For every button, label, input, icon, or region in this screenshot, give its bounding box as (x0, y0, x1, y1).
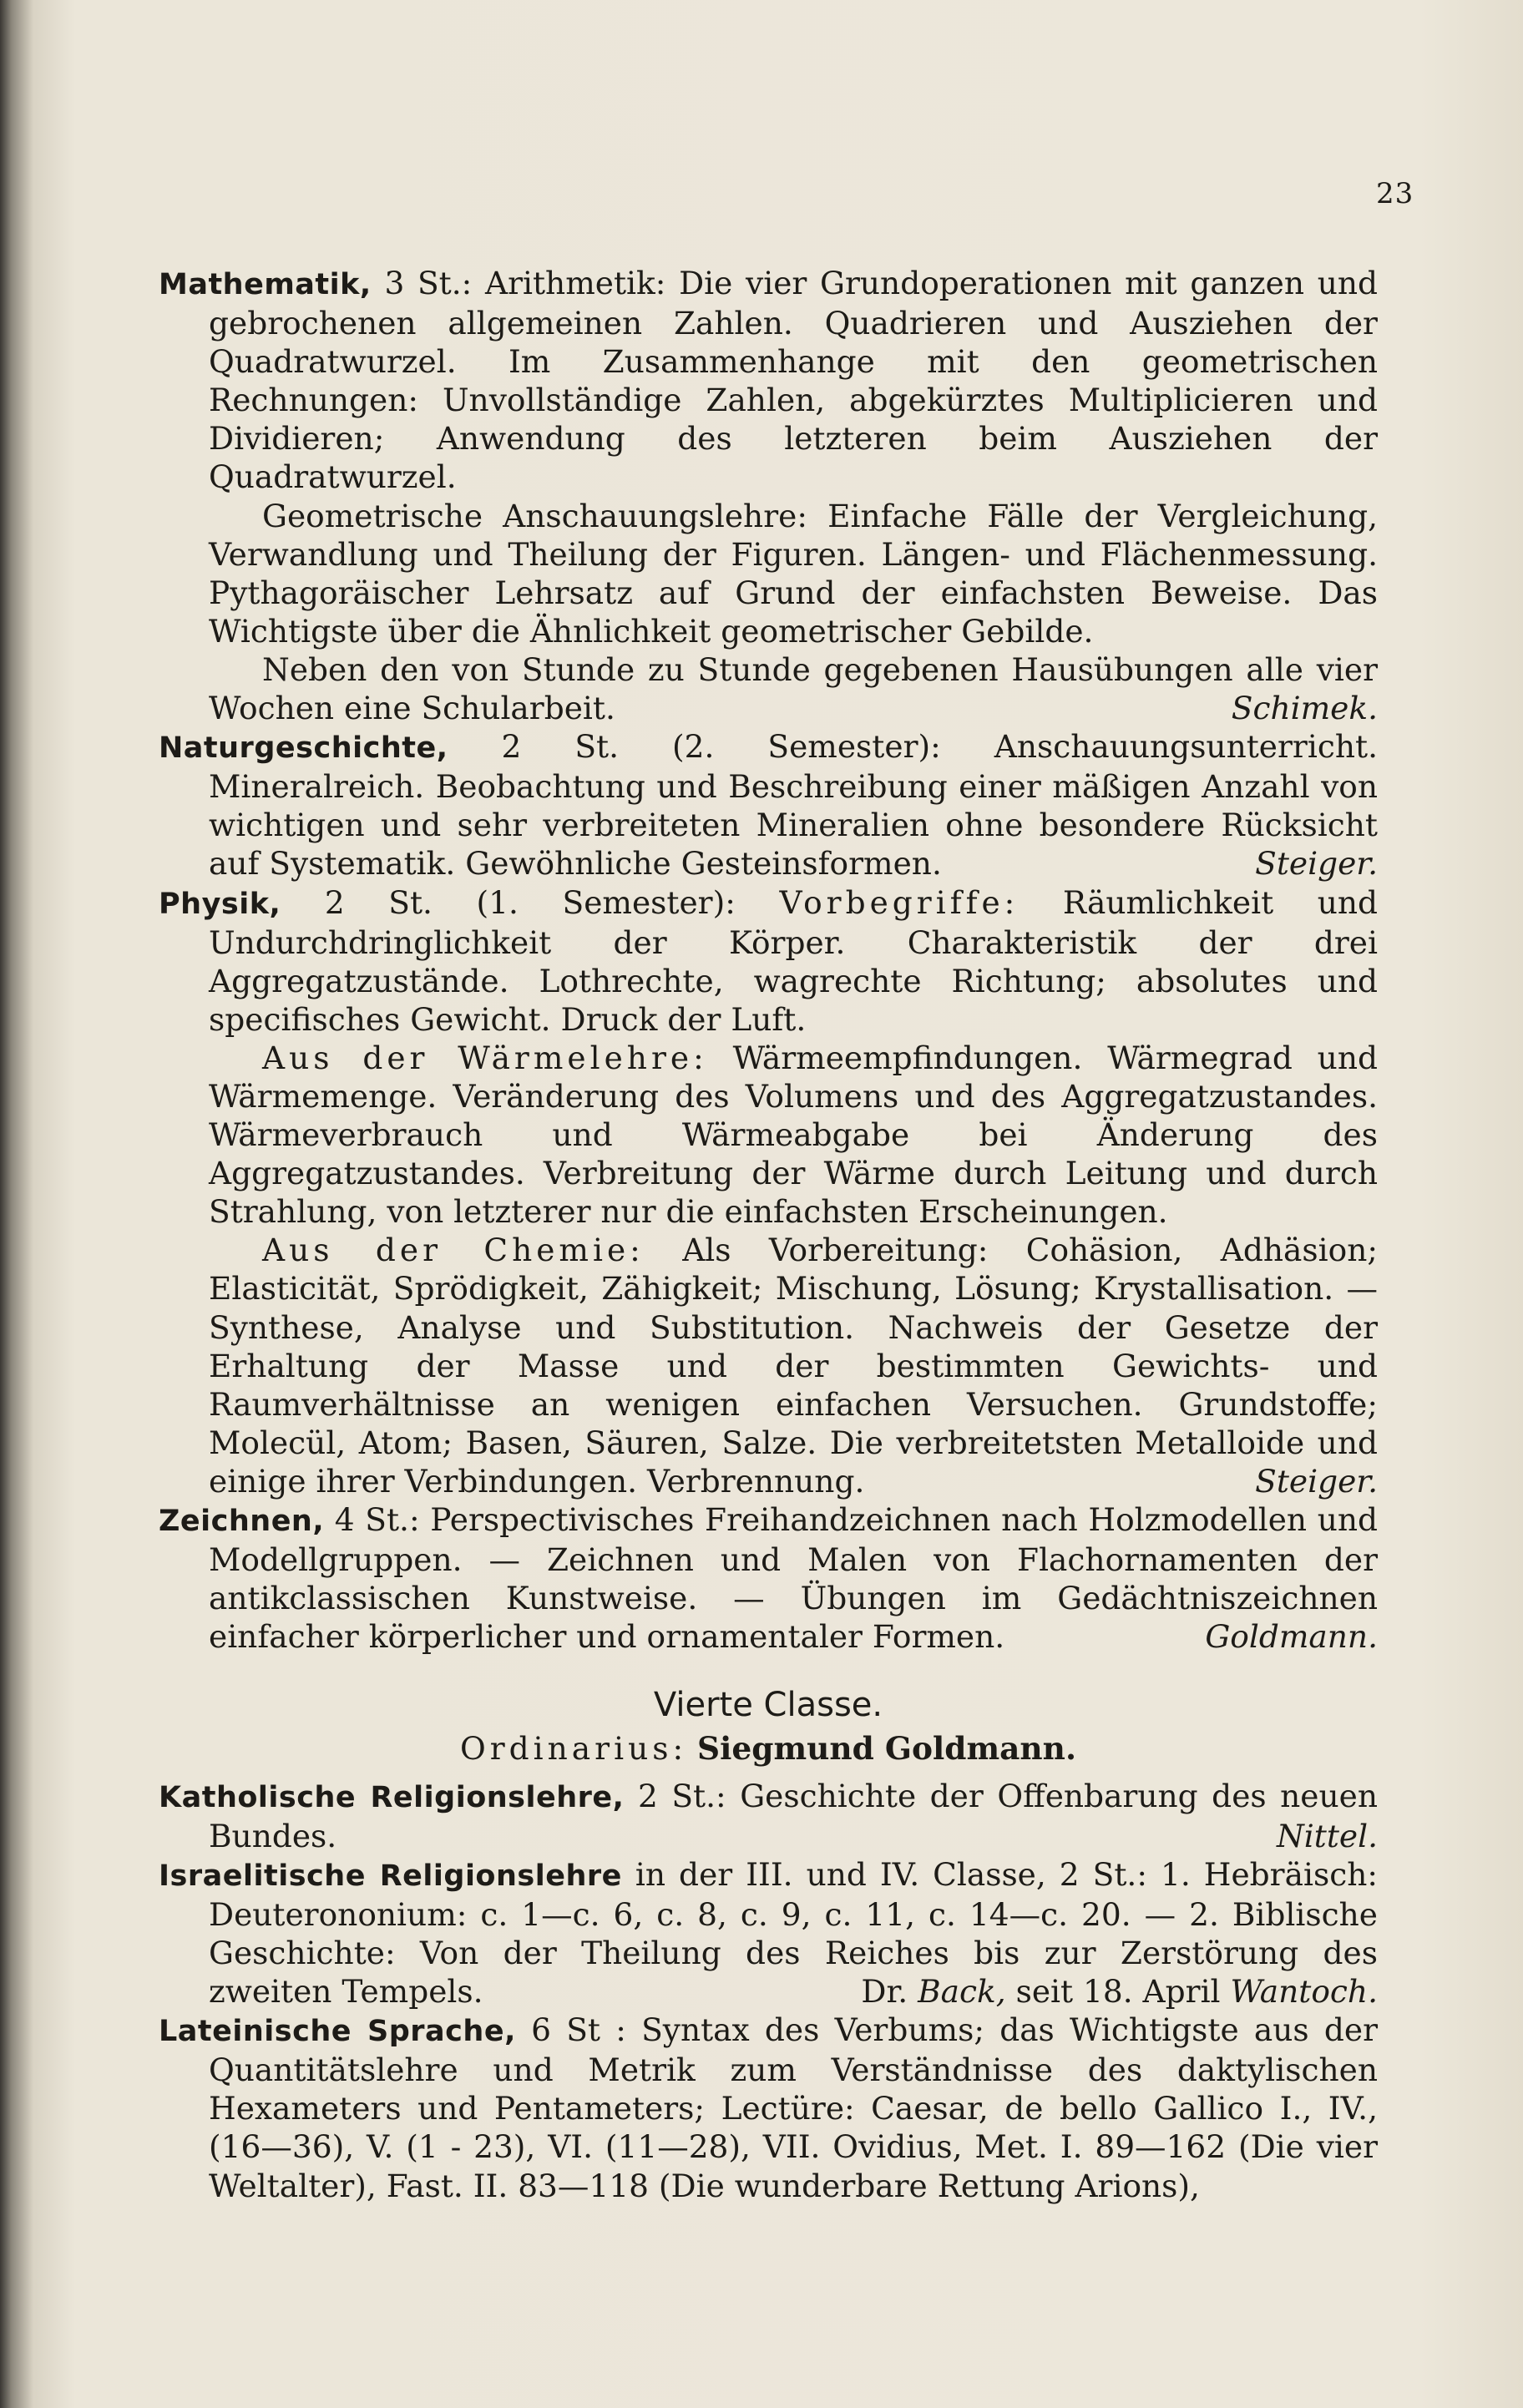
subject-title: Naturgeschichte, (159, 731, 448, 766)
entry-text: Räumlichkeit und Undurchdringlichkeit der Körper. Charakteristik der drei Aggregatzustände. Lothrechte, wagrechte Richtung; absolutes und specifisches Gewicht. Druck der Luft. (209, 883, 1379, 1038)
entry-text: 3 St.: Arithmetik: Die vier Grundoperationen mit ganzen und gebrochenen allgemeinen Zahlen. Quadrieren und Ausziehen der Quadratwurzel. Im Zusammenhange mit den geometrischen Rechnungen: Unvollständige Zahlen, abgekürztes Multiplicieren und Dividieren; Anwendung des letzteren beim Ausziehen der Quadratwurzel. (209, 265, 1379, 496)
teacher-note: seit 18. April (1015, 1973, 1221, 2011)
teacher-name: Steiger. (1255, 845, 1378, 883)
paragraph (159, 1231, 1378, 1500)
spaced-label: Vorbegriffe: (779, 883, 1020, 921)
spaced-label: Aus der Chemie: (262, 1232, 645, 1269)
paragraph (159, 1039, 1378, 1231)
subject-title: Zeichnen, (159, 1505, 325, 1538)
subject-title: Israelitische Religionslehre (159, 1859, 622, 1893)
ordinarius-label: Ordinarius: (459, 1730, 688, 1768)
entry-mathematik (159, 264, 1378, 497)
teacher-name: Goldmann. (1205, 1618, 1378, 1656)
entry-naturgeschichte (159, 727, 1378, 883)
entry-text: Neben den von Stunde zu Stunde gegebenen Hausübungen alle vier Wochen eine Schularbeit. (209, 650, 1378, 727)
spaced-label: Aus der Wärmelehre: (262, 1039, 708, 1076)
teacher-prefix: Dr. (861, 1973, 908, 2011)
ordinarius-line (159, 1729, 1378, 1768)
paragraph: Geometrische Anschauungslehre: Einfache Fälle der Vergleichung, Verwandlung und Theilung der Figuren. Längen- und Flächenmessung. Pythagoräischer Lehrsatz auf Grund der einfachsten Beweise. Das Wichtigste über die Ähnlichkeit geometrischer Gebilde. (209, 497, 1378, 650)
subject-title: Physik, (159, 887, 281, 921)
teacher-surname: Back, (918, 1973, 1006, 2011)
entry-text: 2 St. (2. Semester): Anschauungsunterricht. Mineralreich. Beobachtung und Beschreibung einer mäßigen Anzahl von wichtigen und sehr verbreiteten Mineralien ohne besondere Rücksicht auf Systematik. Gewöhnliche Gesteinsformen. (209, 728, 1378, 883)
teacher-name: Steiger. (1255, 1462, 1378, 1500)
entry-text: Als Vorbereitung: Cohäsion, Adhäsion; Elasticität, Sprödigkeit, Zähigkeit; Mischung, Lösung; Krystallisation. — Synthese, Analyse und Substitution. Nachweis der Gesetze der Erhaltung der Masse und der bestimmten Gewichts- und Raumverhältnisse an wenigen einfachen Versuchen. Grundstoffe; Molecül, Atom; Basen, Säuren, Salze. Die verbreitetsten Metalloide und einige ihrer Verbindungen. Verbrennung. (209, 1232, 1378, 1500)
subject-title: Mathematik, (159, 268, 372, 301)
teacher-name: Schimek. (1231, 690, 1378, 727)
entry-text: in der III. und IV. Classe, 2 St.: 1. Hebräisch: Deuterononium: c. 1—c. 6, c. 8, c. 9, c. 11, c. 14—c. 20. — 2. Biblische Geschichte: Von der Theilung des Reiches bis zur Zerstörung des zweiten Tempels. (209, 1855, 1378, 2011)
teacher-name: Nittel. (1276, 1817, 1378, 1854)
entry-physik (159, 883, 1378, 1039)
subject-title: Katholische Religionslehre, (159, 1780, 625, 1814)
teacher-surname: Wantoch. (1230, 1973, 1378, 2011)
entry-text: 4 St.: Perspectivisches Freihandzeichnen nach Holzmodellen und Modellgruppen. — Zeichnen und Malen von Flachornamenten der antikclassischen Kunstweise. — Übungen im Gedächtniszeichnen einfacher körperlicher und ornamentaler Formen. (209, 1501, 1379, 1656)
subject-title: Lateinische Sprache, (159, 2015, 516, 2049)
entry-israelitische-religionslehre (159, 1855, 1378, 2011)
entry-text: Wärmeempfindungen. Wärmegrad und Wärmemenge. Veränderung des Volumens und des Aggregatzustandes. Wärmeverbrauch und Wärmeabgabe bei Änderung des Aggregatzustandes. Verbreitung der Wärme durch Leitung und durch Strahlung, von letzterer nur die einfachsten Erscheinungen. (209, 1039, 1378, 1231)
teacher-name (861, 1972, 1378, 2011)
paragraph (159, 650, 1378, 727)
entry-katholische-religionslehre (159, 1777, 1378, 1855)
entry-text: 2 St.: Geschichte der Offenbarung des neuen Bundes. (209, 1777, 1378, 1854)
entry-lateinische-sprache (159, 2011, 1378, 2204)
entry-text: 2 St. (1. Semester): (324, 883, 736, 921)
page-content (159, 264, 1378, 2205)
entry-zeichnen (159, 1500, 1378, 1656)
ordinarius-name: Siegmund Goldmann. (697, 1730, 1077, 1768)
page-number: 23 (1376, 177, 1414, 210)
section-heading: Vierte Classe. (653, 1686, 883, 1725)
entry-text: 6 St : Syntax des Verbums; das Wichtigste aus der Quantitätslehre und Metrik zum Verständnisse des daktylischen Hexameters und Pentameters; Lectüre: Caesar, de bello Gallico I., IV., (16—36), V. (1 - 23), VI. (11—28), VII. Ovidius, Met. I. 89—162 (Die vier Weltalter), Fast. II. 83—118 (Die wunderbare Rettung Arions), (209, 2011, 1378, 2204)
